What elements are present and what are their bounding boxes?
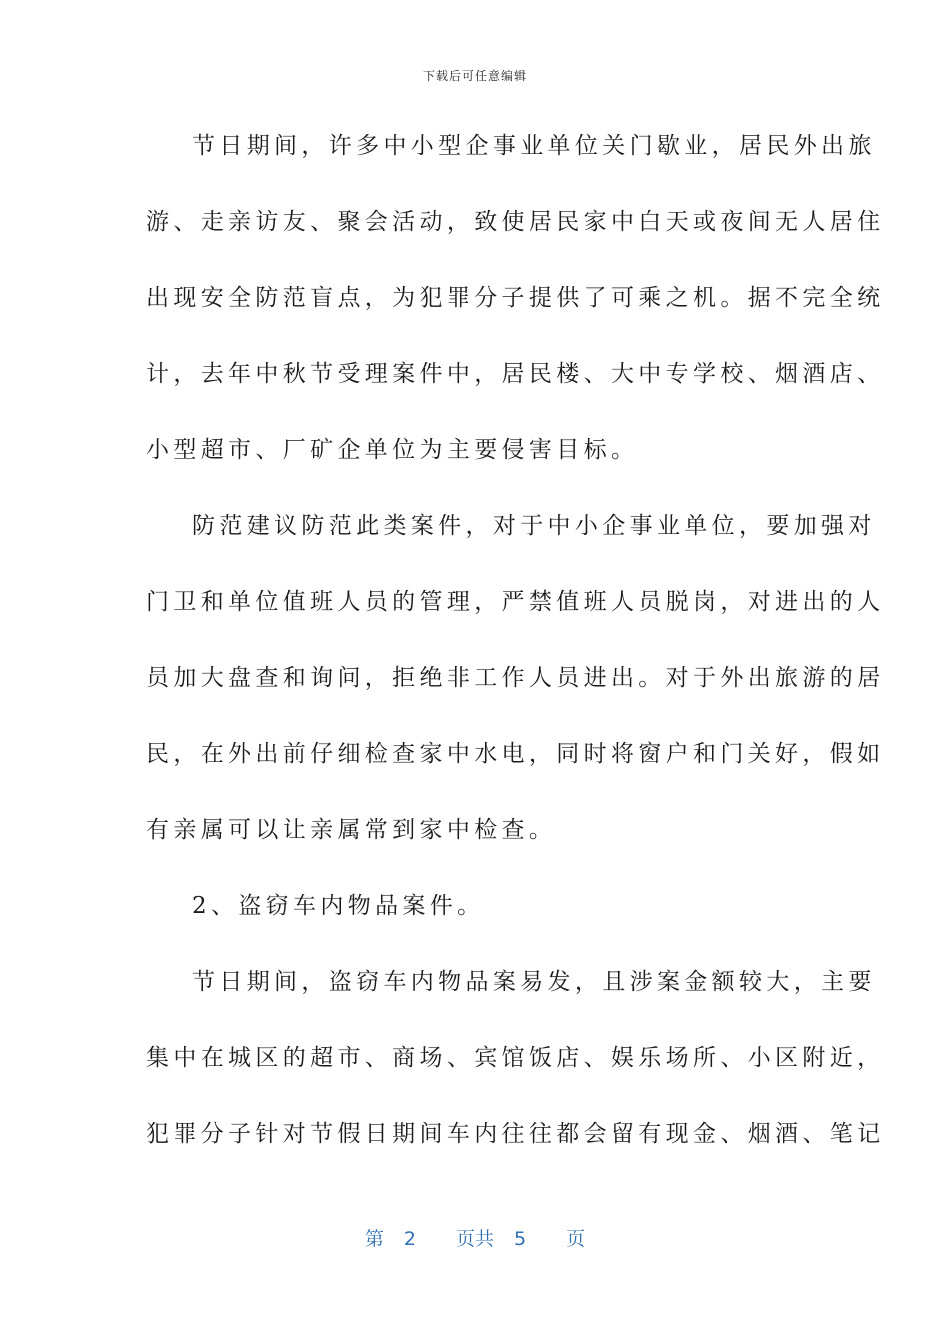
footer-middle: 页共 (455, 1228, 494, 1250)
footer-total-pages: 5 (514, 1228, 527, 1250)
page-number-footer (0, 1224, 950, 1251)
footer-prefix: 第 (364, 1228, 384, 1250)
paragraph-line: 游、走亲访友、聚会活动，致使居民家中白天或夜间无人居住 (146, 209, 885, 235)
paragraph-line: 出现安全防范盲点，为犯罪分子提供了可乘之机。据不完全统 (146, 285, 885, 311)
paragraph-line: 犯罪分子针对节假日期间车内往往都会留有现金、烟酒、笔记 (146, 1121, 885, 1147)
body-text (146, 120, 885, 1184)
footer-page-number: 2 (403, 1228, 416, 1250)
paragraph-line: 节日期间，盗窃车内物品案易发，且涉案金额较大，主要 (192, 969, 876, 995)
paragraph-line: 节日期间，许多中小型企事业单位关门歇业，居民外出旅 (192, 133, 876, 159)
paragraph-line: 集中在城区的超市、商场、宾馆饭店、娱乐场所、小区附近， (146, 1045, 885, 1071)
paragraph-line: 门卫和单位值班人员的管理，严禁值班人员脱岗，对进出的人 (146, 589, 885, 615)
paragraph-line: 有亲属可以让亲属常到家中检查。 (146, 817, 557, 843)
paragraph-line: 小型超市、厂矿企单位为主要侵害目标。 (146, 437, 639, 463)
footer-suffix: 页 (566, 1228, 586, 1250)
paragraph-line: 民，在外出前仔细检查家中水电，同时将窗户和门关好，假如 (146, 741, 885, 767)
paragraph-line: 员加大盘查和询问，拒绝非工作人员进出。对于外出旅游的居 (146, 665, 885, 691)
header-note: 下载后可任意编辑 (422, 69, 527, 83)
paragraph-line: 计，去年中秋节受理案件中，居民楼、大中专学校、烟酒店、 (146, 361, 885, 387)
paragraph-line: 防范建议防范此类案件，对于中小企事业单位，要加强对 (192, 513, 876, 539)
section-heading: 2、盗窃车内物品案件。 (192, 893, 485, 919)
